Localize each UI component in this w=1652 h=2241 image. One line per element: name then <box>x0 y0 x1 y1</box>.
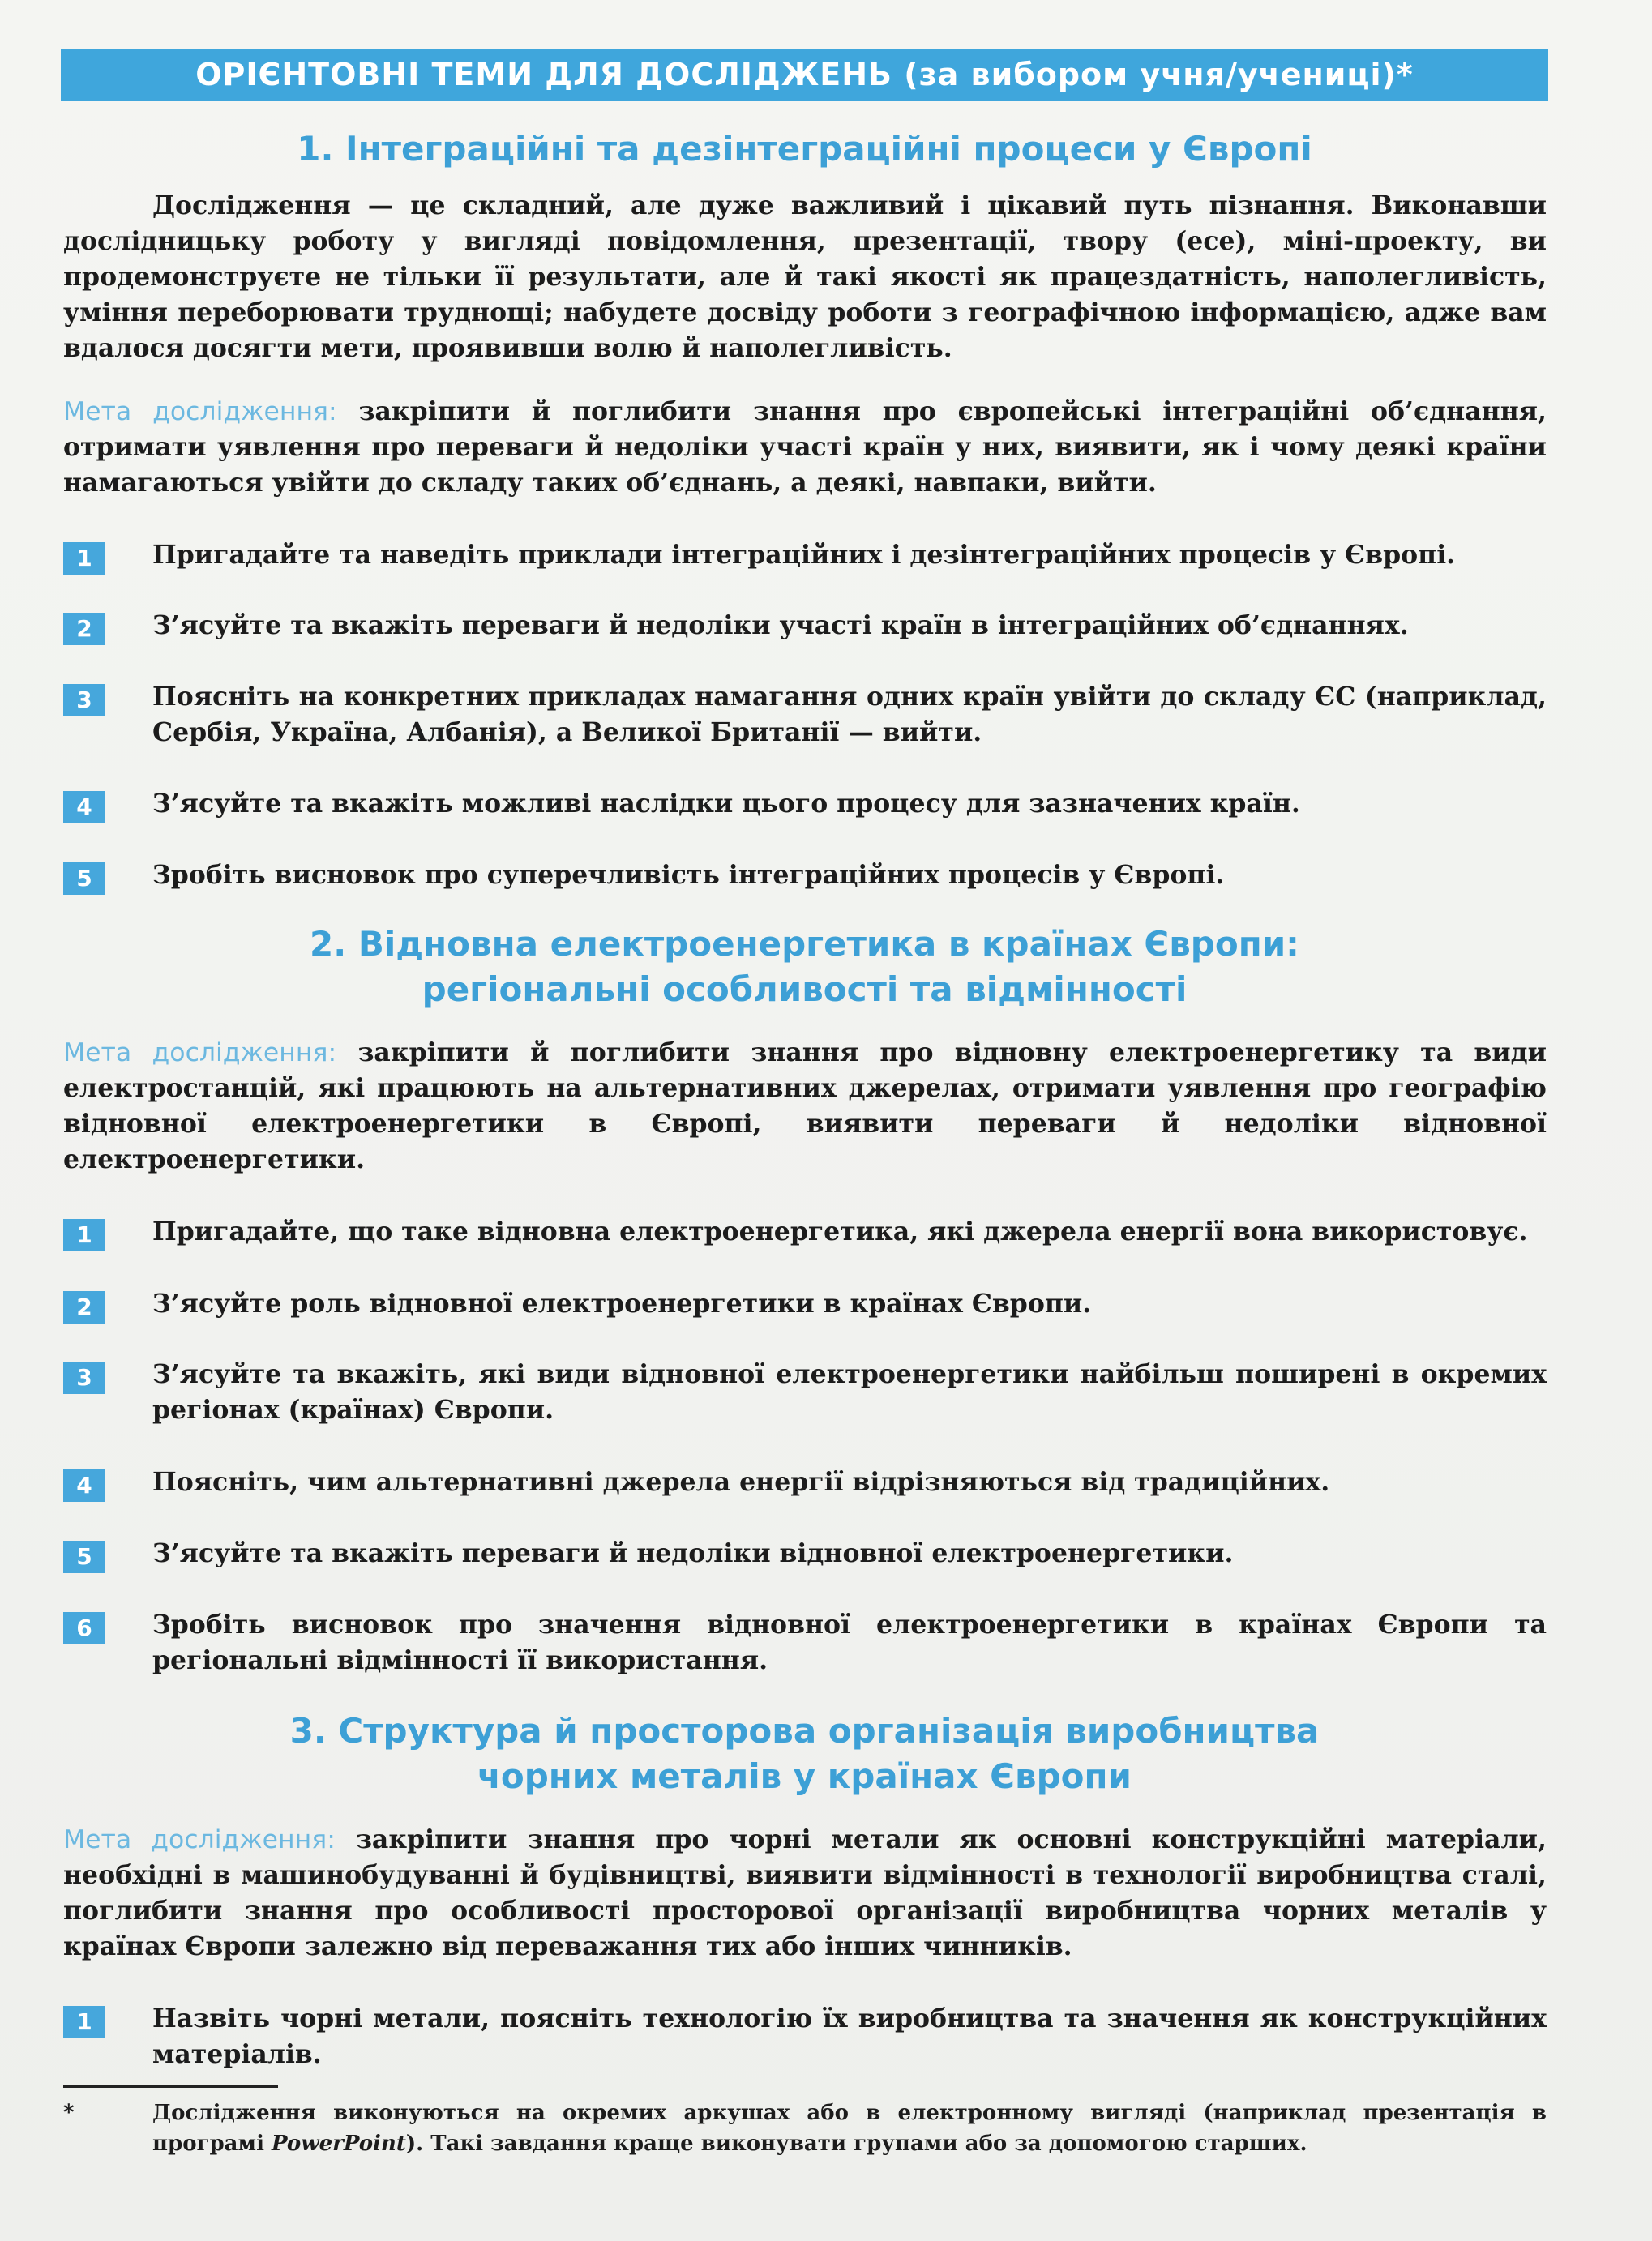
goal-label: Мета дослідження: <box>63 1038 337 1067</box>
task-number-badge: 2 <box>63 1291 105 1324</box>
footnote-text-part: ). Такі завдання краще виконувати групами або за допомогою старших. <box>405 2132 1307 2156</box>
page-banner: ОРІЄНТОВНІ ТЕМИ ДЛЯ ДОСЛІДЖЕНЬ (за вибором учня/учениці)* <box>61 49 1548 101</box>
goal-label: Мета дослідження: <box>63 1825 336 1854</box>
section-3-goal <box>63 1822 1547 1965</box>
task-number-badge: 3 <box>63 684 105 716</box>
task-text: Зробіть висновок про значення відновної електроенергетики в країнах Європи та регіональні відмінності її використання. <box>152 1610 1547 1675</box>
task-number-badge: 6 <box>63 1612 105 1644</box>
section-2-title-line-1: 2. Відновна електроенергетика в країнах Європи: <box>310 924 1299 964</box>
section-3-title-line-2: чорних металів у країнах Європи <box>477 1756 1132 1796</box>
task-text: Поясніть на конкретних прикладах намагання одних країн увійти до складу ЄС (наприклад, Сербія, Україна, Албанія), а Великої Британії — вийти. <box>152 682 1547 747</box>
task-text: З’ясуйте та вкажіть переваги й недоліки відновної електроенергетики. <box>152 1538 1234 1568</box>
task-text: Пригадайте, що таке відновна електроенергетика, які джерела енергії вона використовує. <box>152 1217 1528 1247</box>
goal-text: закріпити й поглибити знання про відновну електроенергетику та види електростанцій, які працюють на альтернативних джерелах, отримати уявлення про географію відновної електроенергетики в Європі, виявити переваги й недоліки відновної електроенергетики. <box>63 1037 1547 1174</box>
task-number-badge: 5 <box>63 862 105 895</box>
section-2-goal <box>63 1035 1547 1178</box>
task-text: З’ясуйте та вкажіть, які види відновної електроенергетики найбільш поширені в окремих регіонах (країнах) Європи. <box>152 1359 1547 1425</box>
section-1-goal <box>63 394 1547 501</box>
footnote-marker: * <box>63 2101 75 2125</box>
footnote-divider <box>63 2085 278 2088</box>
task-text: Назвіть чорні метали, поясніть технологію їх виробництва та значення як конструкційних матеріалів. <box>152 2004 1547 2069</box>
footnote-text <box>152 2098 1547 2159</box>
task-number-badge: 4 <box>63 1469 105 1502</box>
section-1-intro: Дослідження — це складний, але дуже важливий і цікавий путь пізнання. Виконавши дослідницьку роботу у вигляді повідомлення, презентації, твору (есе), міні-проекту, ви продемонструєте не тільки її результати, але й такі якості як працездатність, наполегливість, уміння переборювати труднощі; набудете досвіду роботи з географічною інформацією, адже вам вдалося досягти мети, проявивши волю й наполегливість. <box>63 190 1547 363</box>
task-text: Зробіть висновок про суперечливість інтеграційних процесів у Європі. <box>152 860 1225 890</box>
task-number-badge: 5 <box>63 1541 105 1573</box>
task-text: Поясніть, чим альтернативні джерела енергії відрізняються від традиційних. <box>152 1467 1330 1497</box>
task-number-badge: 1 <box>63 1219 105 1251</box>
task-number-badge: 2 <box>63 613 105 645</box>
task-number-badge: 1 <box>63 542 105 575</box>
task-number-badge: 4 <box>63 791 105 823</box>
footnote-text-part: Дослідження виконуються на окремих аркушах або в електронному вигляді (наприклад презентація в програмі <box>152 2101 1547 2156</box>
goal-label: Мета дослідження: <box>63 397 337 426</box>
goal-text: закріпити й поглибити знання про європейські інтеграційні об’єднання, отримати уявлення про переваги й недоліки участі країн у них, виявити, як і чому деякі країни намагаються увійти до складу таких об’єднань, а деякі, навпаки, вийти. <box>63 396 1547 498</box>
task-number-badge: 1 <box>63 2006 105 2038</box>
goal-text: закріпити знання про чорні метали як основні конструкційні матеріали, необхідні в машинобудуванні й будівництві, виявити відмінності в технології виробництва сталі, поглибити знання про особливості просторової організації виробництва чорних металів у країнах Європи залежно від переважання тих або інших чинників. <box>63 1824 1547 1961</box>
footnote-software-name: PowerPoint <box>272 2132 406 2156</box>
task-text: З’ясуйте та вкажіть переваги й недоліки участі країн в інтеграційних об’єднаннях. <box>152 610 1409 640</box>
task-number-badge: 3 <box>63 1362 105 1394</box>
section-1-title: 1. Інтеграційні та дезінтеграційні процеси у Європі <box>297 129 1312 169</box>
section-2-title-line-2: регіональні особливості та відмінності <box>422 969 1188 1009</box>
task-text: З’ясуйте та вкажіть можливі наслідки цього процесу для зазначених країн. <box>152 789 1300 819</box>
task-text: Пригадайте та наведіть приклади інтеграційних і дезінтеграційних процесів у Європі. <box>152 540 1456 570</box>
section-3-title-line-1: 3. Структура й просторова організація виробництва <box>289 1711 1320 1751</box>
task-text: З’ясуйте роль відновної електроенергетики в країнах Європи. <box>152 1289 1092 1319</box>
